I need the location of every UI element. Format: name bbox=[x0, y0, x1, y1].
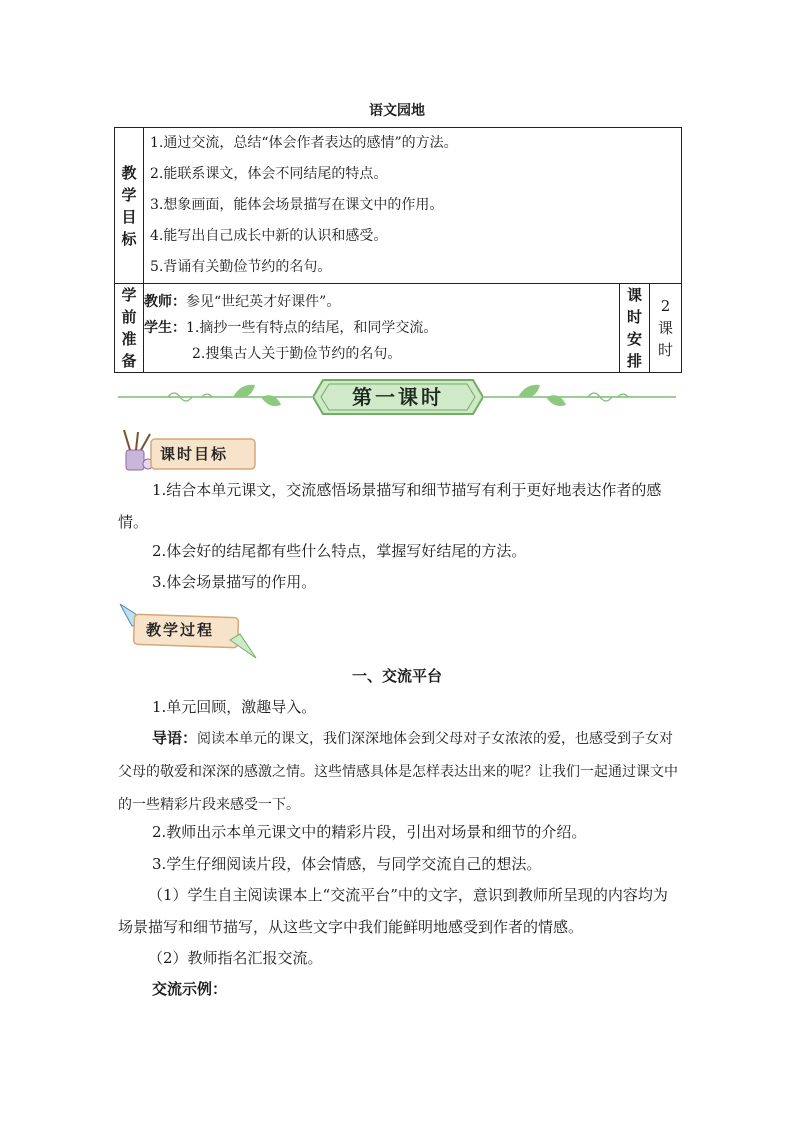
goal-item: 1.通过交流，总结“体会作者表达的感情”的方法。 bbox=[150, 135, 458, 151]
lesson-goals-tag: 课时目标 bbox=[160, 445, 229, 463]
process-step-1: 1.单元回顾，激趣导入。 bbox=[152, 698, 317, 716]
goal-item: 3.想象画面，能体会场景描写在课文中的作用。 bbox=[150, 197, 444, 213]
goals-label: 教 学 目 标 bbox=[115, 128, 144, 284]
intro-label: 导语： bbox=[152, 729, 198, 747]
document-title: 语文园地 bbox=[369, 103, 425, 119]
intro-text: 阅读本单元的课文，我们深深地体会到父母对子女浓浓的爱，也感受到子女对父母的敬爱和深深的感激之情。这些情感具体是怎样表达出来的呢？让我们一起通过课文中的一些精彩片段来感受一下。 bbox=[118, 731, 678, 813]
lesson-goal-1: 1.结合本单元课文，交流感悟场景描写和细节描写有利于更好地表达作者的感情。 bbox=[118, 481, 662, 531]
lesson-banner: 第一课时 bbox=[352, 385, 444, 409]
goal-item: 2.能联系课文，体会不同结尾的特点。 bbox=[150, 166, 388, 182]
process-tag: 教学过程 bbox=[146, 621, 215, 639]
schedule-label: 课 时 安 排 bbox=[620, 284, 650, 373]
goal-item: 4.能写出自己成长中新的认识和感受。 bbox=[150, 228, 388, 244]
objectives-table bbox=[114, 127, 682, 373]
lesson-goal-3: 3.体会场景描写的作用。 bbox=[152, 573, 317, 591]
student-prep-item: 2.搜集古人关于勤俭节约的名句。 bbox=[192, 346, 402, 362]
intro-paragraph bbox=[118, 722, 678, 821]
teacher-prep: 教师：参见“世纪英才好课件”。 bbox=[144, 294, 341, 310]
hours-value: 2 课 时 bbox=[650, 284, 682, 373]
process-sub-1: （1）学生自主阅读课本上“交流平台”中的文字，意识到教师所呈现的内容均为场景描写和细节描写，从这些文字中我们能鲜明地感受到作者的情感。 bbox=[118, 886, 668, 936]
prep-label: 学 前 准 备 bbox=[115, 284, 144, 373]
section-heading: 一、交流平台 bbox=[351, 667, 442, 685]
goal-item: 5.背诵有关勤俭节约的名句。 bbox=[150, 259, 332, 275]
lesson-goal-2: 2.体会好的结尾都有些什么特点，掌握写好结尾的方法。 bbox=[152, 542, 527, 560]
process-step-2: 2.教师出示本单元课文中的精彩片段，引出对场景和细节的介绍。 bbox=[152, 823, 587, 841]
example-label: 交流示例： bbox=[152, 980, 228, 998]
process-step-3: 3.学生仔细阅读片段，体会情感，与同学交流自己的想法。 bbox=[152, 855, 542, 873]
process-sub-2: （2）教师指名汇报交流。 bbox=[148, 949, 323, 967]
student-prep: 学生：1.摘抄一些有特点的结尾，和同学交流。 bbox=[144, 320, 438, 336]
goals-cell bbox=[144, 128, 682, 284]
prep-cell bbox=[144, 284, 620, 373]
